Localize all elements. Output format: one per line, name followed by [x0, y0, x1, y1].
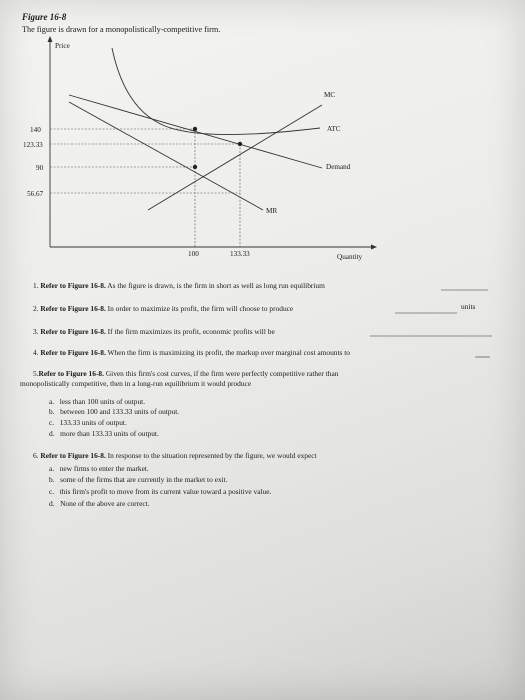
question-6: 6. Refer to Figure 16-8. In response to the situation represented by the figure, we would expect [33, 451, 317, 460]
mr-curve [69, 102, 263, 210]
question-6-option-d: d. None of the above are correct. [49, 499, 150, 508]
atc-label: ATC [327, 125, 341, 133]
mc-atc-point [238, 142, 242, 146]
y-tick-123: 123.33 [23, 141, 43, 149]
mr-mc-point [193, 165, 197, 169]
y-axis-label: Price [55, 42, 70, 50]
y-tick-56: 56.67 [27, 190, 44, 198]
y-tick-140: 140 [30, 126, 41, 134]
question-3: 3. Refer to Figure 16-8. If the firm maximizes its profit, economic profits will be [33, 327, 275, 336]
question-6-option-a: a. new firms to enter the market. [49, 464, 149, 473]
question-5-option-c: c. 133.33 units of output. [49, 418, 127, 427]
profit-max-point [193, 127, 197, 131]
question-5-option-a: a. less than 100 units of output. [49, 397, 146, 406]
y-tick-90: 90 [36, 164, 44, 172]
question-6-option-b: b. some of the firms that are currently in the market to exit. [49, 475, 228, 484]
question-5-line2: monopolistically competitive, then in a long-run equilibrium it would produce [20, 379, 252, 388]
question-4: 4. Refer to Figure 16-8. When the firm is maximizing its profit, the markup over marginal cost amounts to [33, 348, 351, 357]
x-tick-100: 100 [188, 250, 199, 258]
figure-title: Figure 16-8 [22, 12, 67, 22]
y-axis-arrow [48, 36, 53, 42]
question-2: 2. Refer to Figure 16-8. In order to maximize its profit, the firm will choose to produce [33, 304, 294, 313]
question-2-units: units [461, 302, 476, 311]
question-5-option-b: b. between 100 and 133.33 units of output. [49, 407, 180, 416]
question-5: 5.Refer to Figure 16-8. Given this firm's cost curves, if the firm were perfectly competitive rather than [33, 369, 339, 378]
x-tick-133: 133.33 [230, 250, 250, 258]
x-axis-arrow [371, 245, 377, 250]
question-6-option-c: c. this firm's profit to move from its current value toward a positive value. [49, 487, 272, 496]
mc-label: MC [324, 91, 336, 99]
atc-curve [112, 48, 320, 135]
question-1: 1. Refer to Figure 16-8. As the figure is drawn, is the firm in short as well as long run equilibrium [33, 281, 325, 290]
figure-caption: The figure is drawn for a monopolistically-competitive firm. [22, 25, 221, 34]
question-5-option-d: d. more than 133.33 units of output. [49, 429, 159, 438]
mr-label: MR [266, 207, 278, 215]
demand-label: Demand [326, 163, 351, 171]
x-axis-label: Quantity [337, 253, 363, 261]
